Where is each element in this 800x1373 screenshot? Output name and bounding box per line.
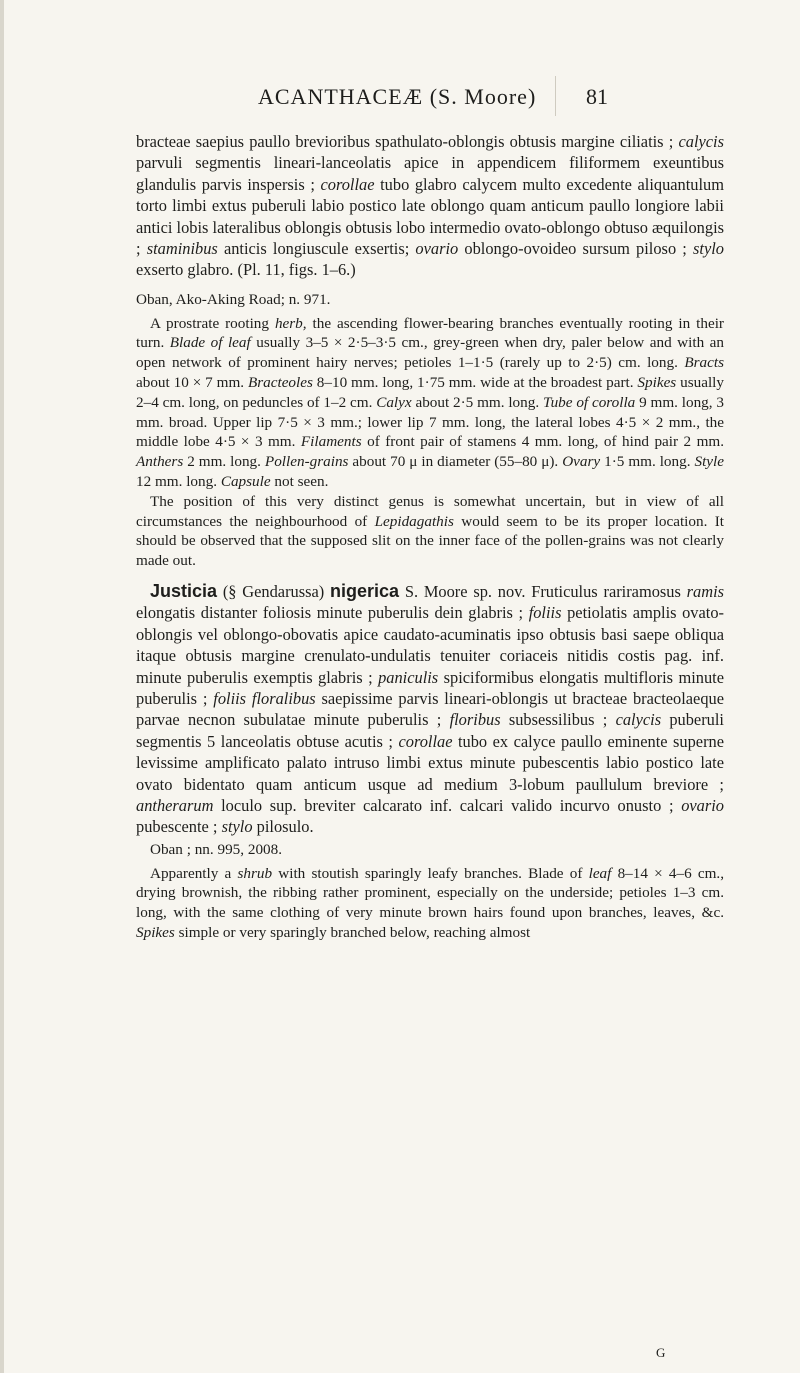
species-diagnosis <box>136 581 724 838</box>
text-run: loculo sup. breviter calcarato inf. calcari valido incurvo onusto ; <box>213 796 682 816</box>
text-run: S. Moore sp. nov. Fruticulus rariramosus <box>399 582 687 601</box>
text-run: simple or very sparingly branched below, reaching almost <box>174 924 531 942</box>
latin-diagnosis-continued <box>136 131 724 281</box>
text-run: the ascending flower-bearing branches eventually rooting in their turn. <box>136 314 724 352</box>
italic-term: paniculis <box>378 667 439 687</box>
page-edge-shadow <box>0 0 4 1373</box>
text-run: parvuli segmentis lineari-lanceolatis apice in appendicem filiformem exeuntibus glandulis parvis inspersis ; <box>136 153 724 194</box>
italic-term: leaf <box>588 864 612 882</box>
running-title: ACANTHACEÆ (S. Moore) <box>258 84 537 109</box>
italic-term: stylo <box>693 239 724 259</box>
italic-term: Capsule <box>220 473 271 491</box>
italic-term: calycis <box>615 710 662 730</box>
italic-term: Spikes <box>637 374 677 392</box>
italic-term: antherarum <box>136 796 214 816</box>
italic-term: calycis <box>678 132 724 151</box>
italic-term: Bracts <box>684 354 724 372</box>
section-name: (§ Gendarussa) <box>217 582 331 601</box>
italic-term: corollae <box>398 731 453 751</box>
italic-term: staminibus <box>146 239 218 259</box>
italic-term: Filaments <box>300 433 362 451</box>
text-run: A prostrate rooting <box>150 314 275 332</box>
description-2 <box>136 864 724 943</box>
text-run: bracteae saepius paullo brevioribus spathulato-oblongis obtusis margine ciliatis ; <box>136 132 679 151</box>
note-1 <box>136 492 724 571</box>
text-run: petiolatis amplis ovato-oblongis vel oblongo-obovatis apice caudato-acuminatis ipso obtusis basi saepe obliqua itaque obtusis margine crenulato-undulatis tenuiter coriaceis nitidis costis pag. inf. minute puberulis exemptis glabris ; <box>136 603 724 687</box>
italic-term: floribus <box>449 710 501 730</box>
text-run: would seem to be its proper location. It should be observed that the supposed slit on the inner face of the pollen-grains was not clearly made out. <box>136 512 724 570</box>
italic-term: ovario <box>681 796 724 816</box>
locality-1: Oban, Ako-Aking Road; n. 971. <box>136 290 331 308</box>
text-run: not seen. <box>270 473 329 491</box>
text-run: oblongo-ovoideo sursum piloso ; <box>458 239 694 259</box>
text-run: Apparently a <box>150 864 238 882</box>
signature-mark: G <box>656 1345 666 1360</box>
species-epithet: nigerica <box>330 581 400 601</box>
italic-term: Lepidagathis <box>374 512 454 530</box>
text-run: 12 mm. long. <box>136 473 221 491</box>
italic-term: Spikes <box>136 924 175 942</box>
page-number: 81 <box>586 84 608 109</box>
text-run: of front pair of stamens 4 mm. long, of hind pair 2 mm. <box>361 433 724 451</box>
description-1 <box>136 314 724 492</box>
text-run: about 10 × 7 mm. <box>136 374 248 392</box>
text-run: tubo ex calyce paullo eminente superne levissime amplificato palato intruso limbi extus minute pubescentis labio postico late ovato bidentato quam anticum usque ad medium 3-lobum paullulum breviore ; <box>136 731 725 794</box>
text-run: pubescente ; <box>136 817 222 837</box>
text-run: elongatis distanter foliosis minute puberulis dein glabris ; <box>136 603 529 623</box>
italic-term: Tube of corolla <box>542 393 636 411</box>
italic-term: Bracteoles <box>247 374 313 392</box>
italic-term: foliis <box>528 603 562 623</box>
italic-term: ramis <box>686 582 724 601</box>
text-run: pilosulo. <box>252 817 314 837</box>
text-run: usually 2–4 cm. long, on peduncles of 1–2 cm. <box>136 374 724 411</box>
page-body <box>136 131 724 943</box>
text-run: about 2·5 mm. long. <box>411 393 543 411</box>
italic-term: Style <box>694 453 724 471</box>
text-run: 9 mm. long, 3 mm. broad. Upper lip 7·5 × 3 mm.; lower lip 7 mm. long, the lateral lobes 4·5 × 2 mm., the middle lobe 4·5 × 3 mm. <box>136 393 724 451</box>
text-run: 2 mm. long. <box>183 453 265 471</box>
text-run: puberuli segmentis 5 lanceolatis obtuse acutis ; <box>136 710 724 751</box>
text-run: tubo glabro calycem multo excedente aliquantulum torto limbi extus puberuli labio postico late oblongo quam anticum paullo longiore labii antici lobis lateralibus oblongis obtusis lobo intermedio ovato-oblongo obtuso æquilongis ; <box>136 174 725 259</box>
text-run: exserto glabro. (Pl. 11, figs. 1–6.) <box>136 260 356 280</box>
locality-2: Oban ; nn. 995, 2008. <box>150 840 283 858</box>
text-run: anticis longiuscule exsertis; <box>217 239 416 259</box>
text-run: about 70 μ in diameter (55–80 μ). <box>348 453 563 471</box>
text-run: saepissime parvis lineari-oblongis ut bracteae bracteolaeque parvae necnon subulatae minute puberulis ; <box>136 689 724 730</box>
latin-diagnosis <box>136 582 724 836</box>
italic-term: Blade of leaf <box>169 334 251 352</box>
text-run: The position of this very distinct genus is somewhat uncertain, but in view of all circumstances the neighbourhood of <box>136 492 724 530</box>
text-run: usually 3–5 × 2·5–3·5 cm., grey-green when dry, paler below and with an open network of prominent hairy nerves; petioles 1–1·5 (rarely up to 2·5) cm. long. <box>136 334 725 372</box>
genus-name: Justicia <box>150 581 218 601</box>
header-divider <box>555 76 556 116</box>
italic-term: stylo <box>221 817 253 837</box>
italic-term: herb, <box>274 314 307 332</box>
italic-term: Pollen-grains <box>264 453 349 471</box>
italic-term: corollae <box>320 174 375 194</box>
italic-term: Anthers <box>136 453 184 471</box>
text-run: 8–14 × 4–6 cm., drying brownish, the ribbing rather prominent, especially on the underside; petioles 1–3 cm. long, with the same clothing of very minute brown hairs found upon branches, leaves, &c. <box>136 864 725 922</box>
text-run: with stoutish sparingly leafy branches. Blade of <box>272 864 589 882</box>
running-header <box>0 84 800 114</box>
text-run: 8–10 mm. long, 1·75 mm. wide at the broadest part. <box>312 374 638 392</box>
italic-term: Calyx <box>376 393 412 411</box>
italic-term: shrub <box>237 864 273 882</box>
text-run: 1·5 mm. long. <box>600 453 695 471</box>
text-run: spiciformibus elongatis multifloris minute puberulis ; <box>136 667 724 709</box>
text-run: subsessilibus ; <box>500 710 616 730</box>
italic-term: foliis floralibus <box>213 689 316 709</box>
italic-term: ovario <box>415 239 459 259</box>
italic-term: Ovary <box>562 453 601 471</box>
